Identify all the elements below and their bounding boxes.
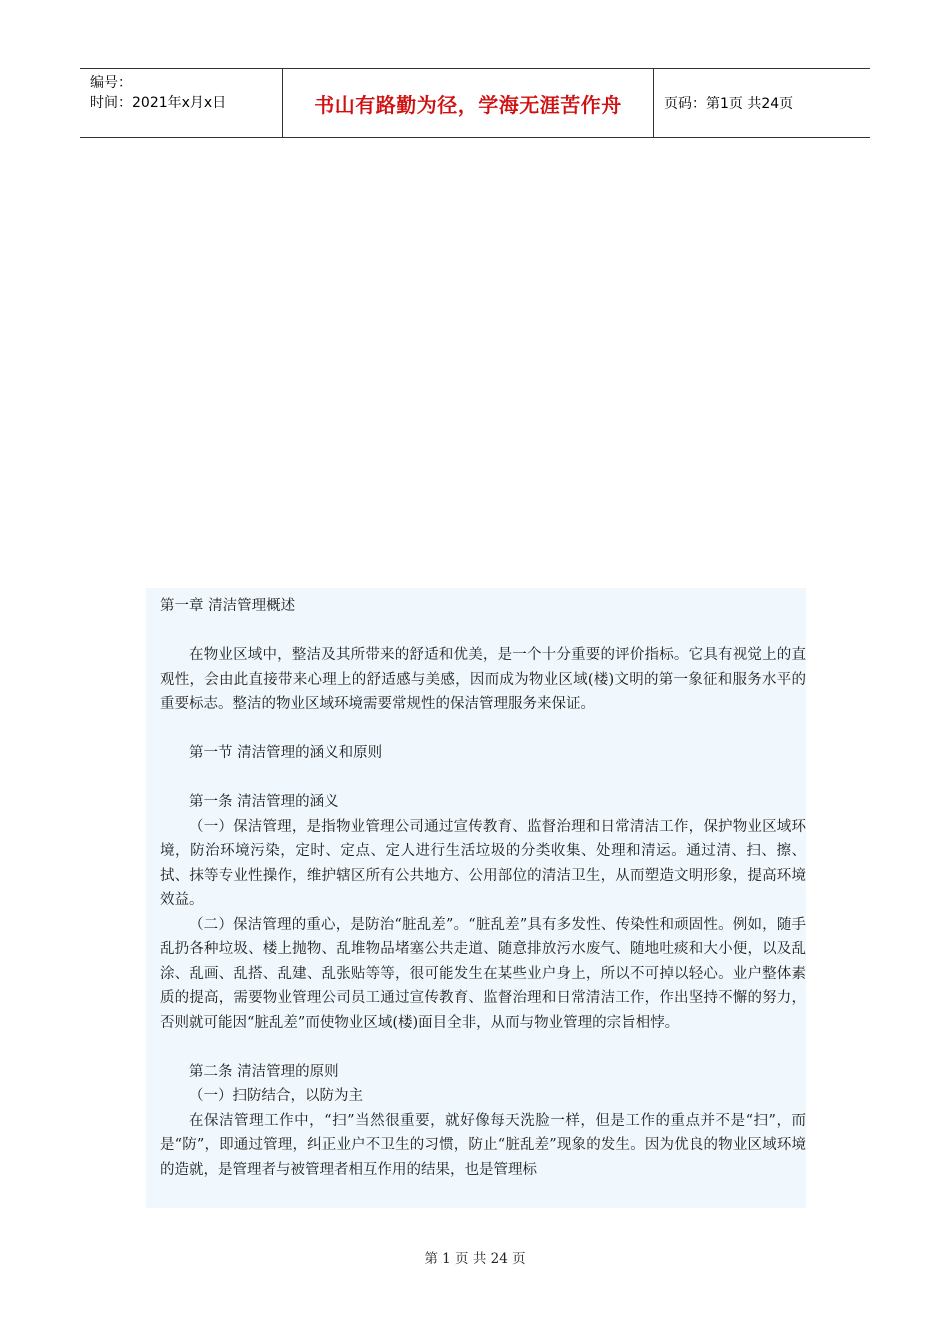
header-left-cell xyxy=(80,69,282,137)
page-label: 页码：第1页 共24页 xyxy=(664,96,794,112)
motto-text: 书山有路勤为径，学海无涯苦作舟 xyxy=(314,92,622,117)
article1-title: 第一条 清洁管理的涵义 xyxy=(189,794,339,810)
page-footer: 第 1 页 共 24 页 xyxy=(424,1251,526,1267)
article2-subtitle-1: （一）扫防结合，以防为主 xyxy=(189,1088,363,1104)
document-header xyxy=(80,68,870,138)
article2-paragraph-1: 在保洁管理工作中，“扫”当然很重要，就好像每天洗脸一样，但是工作的重点并不是“扫”，而是“防”，即通过管理，纠正业户不卫生的习惯，防止“脏乱差”现象的发生。因为优良的物业区域环境的造就，是管理者与被管理者相互作用的结果，也是管理标 xyxy=(160,1112,806,1178)
chapter-title: 第一章 清洁管理概述 xyxy=(160,598,296,614)
code-label: 编号： xyxy=(90,75,132,91)
article2-title: 第二条 清洁管理的原则 xyxy=(189,1063,339,1080)
article1-paragraph-2: （二）保洁管理的重心，是防治“脏乱差”。“脏乱差”具有多发性、传染性和顽固性。例如，随手乱扔各种垃圾、楼上抛物、乱堆物品堵塞公共走道、随意排放污水废气、随地吐痰和大小便，以及乱涂、乱画、乱搭、乱建、乱张贴等等，很可能发生在某些业户身上，所以不可掉以轻心。业户整体素质的提高，需要物业管理公司员工通过宣传教育、监督治理和日常清洁工作，作出坚持不懈的努力，否则就可能因“脏乱差”而使物业区域(楼)面目全非，从而与物业管理的宗旨相悖。 xyxy=(160,916,806,1031)
intro-paragraph: 在物业区域中，整洁及其所带来的舒适和优美，是一个十分重要的评价指标。它具有视觉上的直观性，会由此直接带来心理上的舒适感与美感，因而成为物业区域(楼)文明的第一象征和服务水平的重要标志。整洁的物业区域环境需要常规性的保洁管理服务来保证。 xyxy=(160,647,806,712)
header-page-cell xyxy=(654,69,870,137)
time-label: 时间：2021年x月x日 xyxy=(90,95,227,111)
document-body xyxy=(146,588,806,1208)
header-motto-cell xyxy=(282,69,654,137)
article1-paragraph-1: （一）保洁管理，是指物业管理公司通过宣传教育、监督治理和日常清洁工作，保护物业区域环境，防治环境污染，定时、定点、定人进行生活垃圾的分类收集、处理和清运。通过清、扫、擦、拭、抹等专业性操作，维护辖区所有公共地方、公用部位的清洁卫生，从而塑造文明形象，提高环境效益。 xyxy=(160,818,806,908)
section-title: 第一节 清洁管理的涵义和原则 xyxy=(189,745,383,761)
